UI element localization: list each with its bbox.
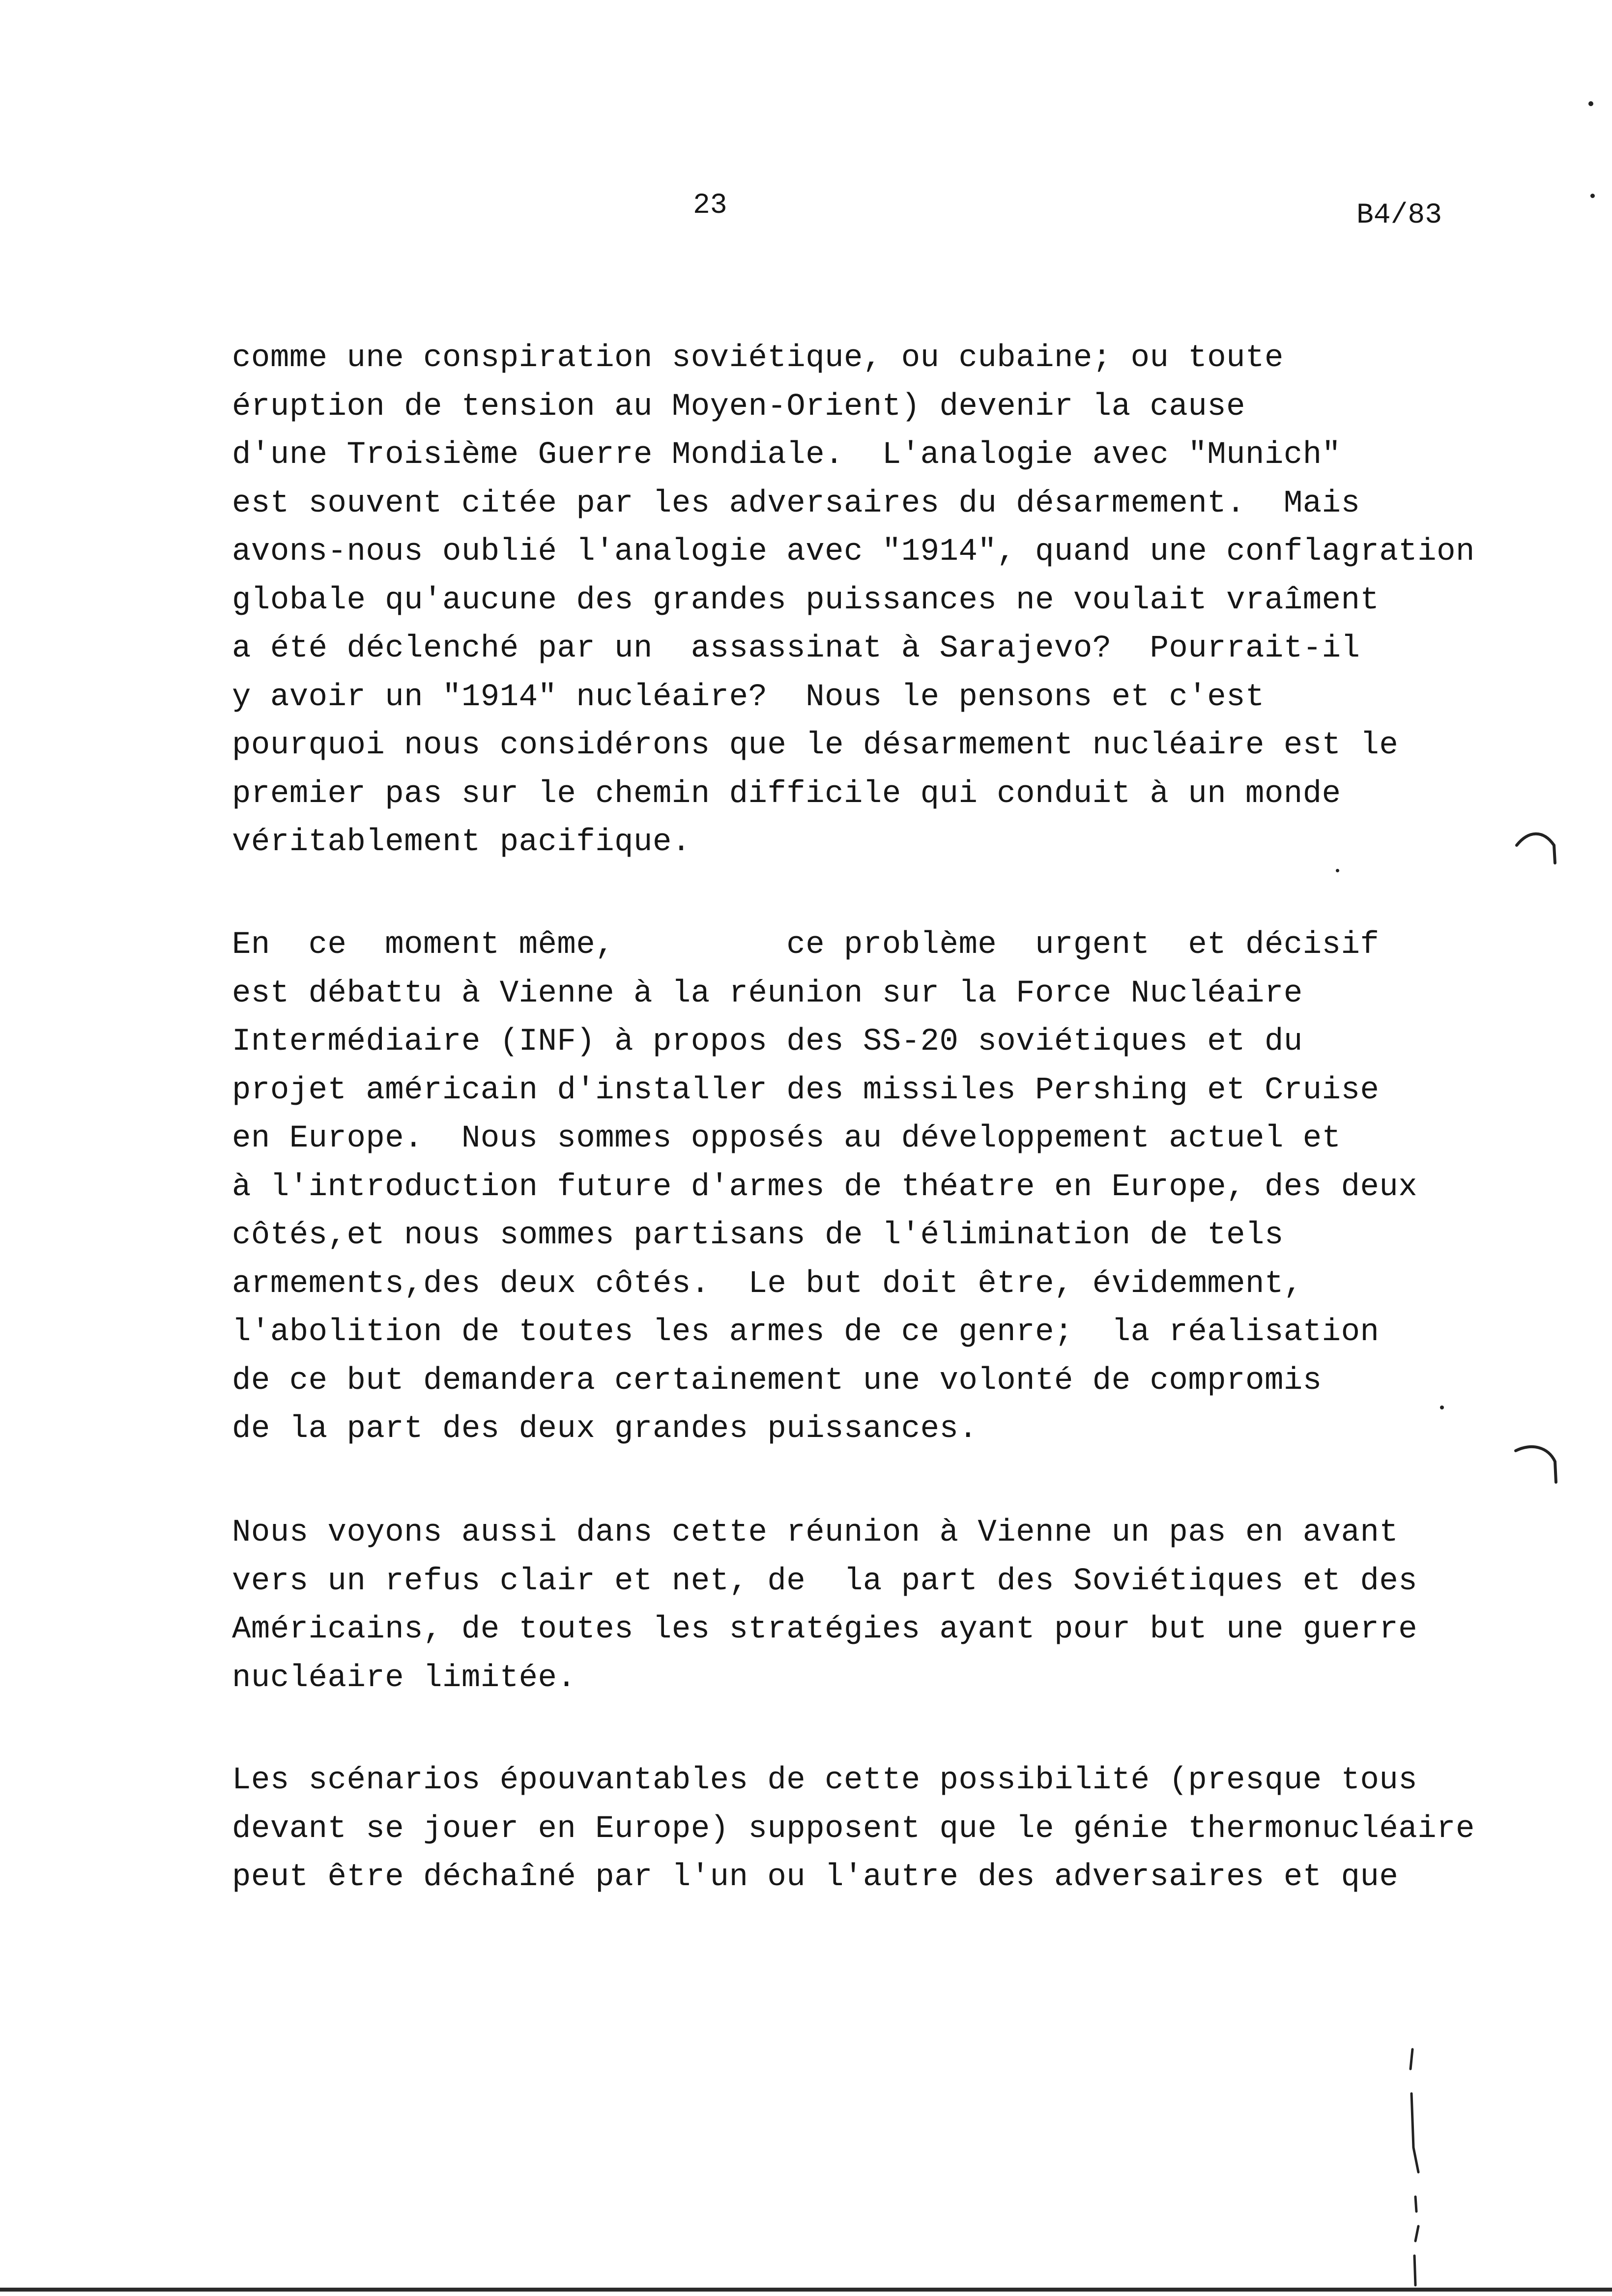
paragraph-3	[232, 1509, 1417, 1702]
text-line: comme une conspiration soviétique, ou cubaine; ou toute	[232, 341, 1284, 376]
text-line: avons-nous oublié l'analogie avec "1914", quand une conflagration	[232, 534, 1475, 570]
text-line: de ce but demandera certainement une volonté de compromis	[232, 1363, 1322, 1399]
text-line: en Europe. Nous sommes opposés au développement actuel et	[232, 1121, 1341, 1156]
text-line: côtés,et nous sommes partisans de l'élimination de tels	[232, 1218, 1284, 1253]
text-line: a été déclenché par un assassinat à Sarajevo? Pourrait-il	[232, 631, 1360, 666]
margin-hook-mark	[1514, 826, 1558, 865]
text-line: projet américain d'installer des missiles Pershing et Cruise	[232, 1072, 1380, 1108]
text-line: véritablement pacifique.	[232, 825, 691, 860]
text-line: Les scénarios épouvantables de cette possibilité (presque tous	[232, 1763, 1418, 1798]
text-line: premier pas sur le chemin difficile qui conduit à un monde	[232, 776, 1341, 812]
paragraph-2	[232, 921, 1417, 1454]
text-line: est souvent citée par les adversaires du désarmement. Mais	[232, 486, 1360, 521]
bottom-edge-rule	[0, 2288, 1612, 2292]
margin-hook-mark	[1514, 1440, 1558, 1484]
text-line: globale qu'aucune des grandes puissances ne voulait vraîment	[232, 582, 1380, 618]
document-reference: B4/83	[1356, 200, 1442, 231]
text-line: armements,des deux côtés. Le but doit être, évidemment,	[232, 1266, 1303, 1302]
text-line: vers un refus clair et net, de la part des Soviétiques et des	[232, 1563, 1418, 1599]
page-number: 23	[693, 190, 727, 222]
text-line: est débattu à Vienne à la réunion sur la Force Nucléaire	[232, 976, 1303, 1011]
scan-dot	[1336, 869, 1339, 872]
text-line: devant se jouer en Europe) supposent que le génie thermonucléaire	[232, 1811, 1475, 1847]
text-line: à l'introduction future d'armes de théatre en Europe, des deux	[232, 1169, 1418, 1205]
text-line: En ce moment même, ce problème urgent et décisif	[232, 927, 1380, 963]
text-line: d'une Troisième Guerre Mondiale. L'analogie avec "Munich"	[232, 437, 1341, 473]
text-line: l'abolition de toutes les armes de ce genre; la réalisation	[232, 1315, 1380, 1350]
scan-dot	[1588, 101, 1593, 106]
margin-scribble-mark	[1401, 2049, 1430, 2285]
text-line: Américains, de toutes les stratégies ayant pour but une guerre	[232, 1612, 1418, 1647]
text-line: éruption de tension au Moyen-Orient) devenir la cause	[232, 389, 1246, 425]
scan-dot	[1590, 194, 1595, 198]
text-line: pourquoi nous considérons que le désarmement nucléaire est le	[232, 728, 1399, 763]
paragraph-1	[232, 334, 1475, 867]
text-line: nucléaire limitée.	[232, 1660, 576, 1696]
text-line: Nous voyons aussi dans cette réunion à Vienne un pas en avant	[232, 1515, 1399, 1550]
text-line: peut être déchaîné par l'un ou l'autre des adversaires et que	[232, 1860, 1399, 1895]
text-line: y avoir un "1914" nucléaire? Nous le pensons et c'est	[232, 679, 1265, 715]
text-line: Intermédiaire (INF) à propos des SS-20 soviétiques et du	[232, 1024, 1303, 1060]
scan-dot	[1440, 1406, 1444, 1409]
text-line: de la part des deux grandes puissances.	[232, 1411, 978, 1447]
paragraph-4	[232, 1756, 1475, 1902]
